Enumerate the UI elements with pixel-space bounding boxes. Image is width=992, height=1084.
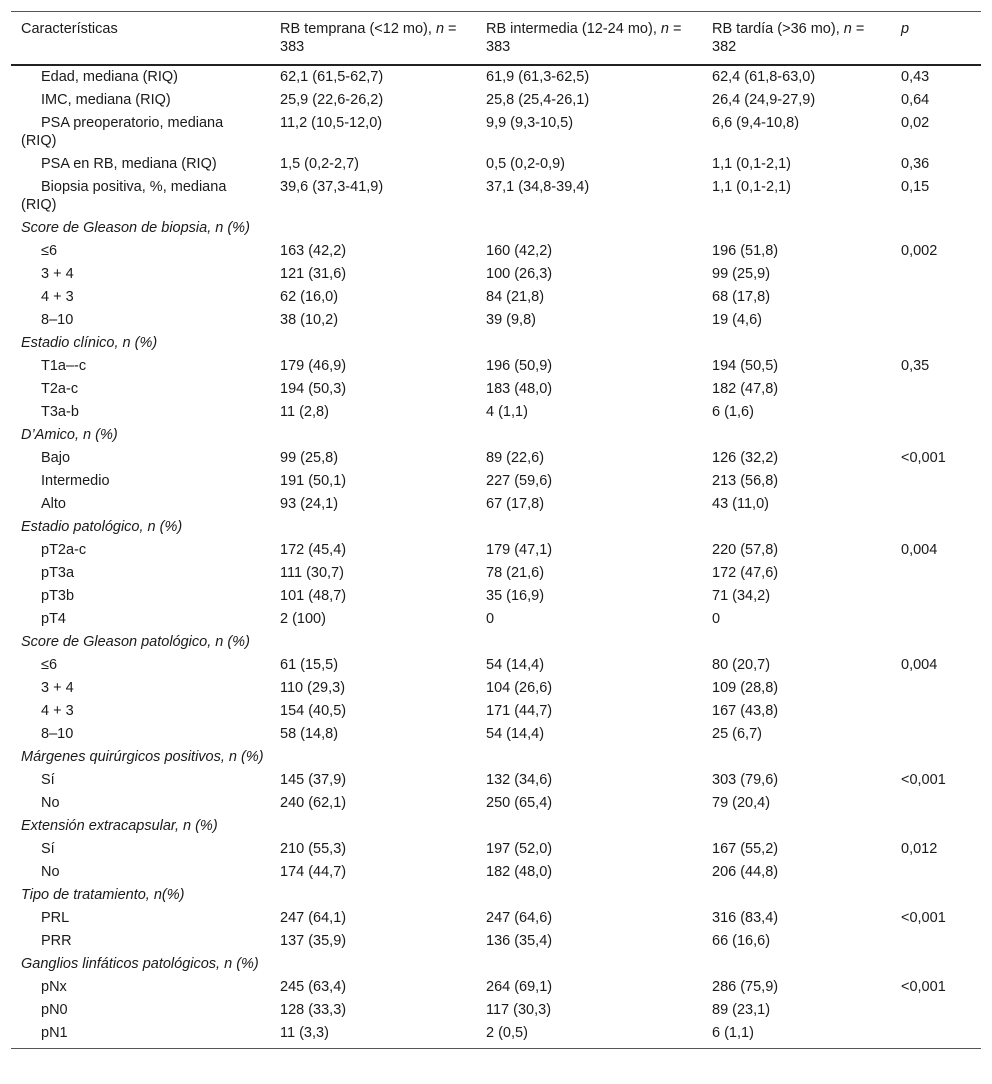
section-title: Extensión extracapsular, n (%) bbox=[21, 818, 218, 834]
row-label: pN0 bbox=[41, 1002, 68, 1018]
header-early-rb bbox=[270, 12, 476, 66]
cell-early-rb: 163 (42,2) bbox=[280, 243, 347, 259]
cell-p-value: 0,36 bbox=[901, 156, 930, 172]
cell-early-rb: 2 (100) bbox=[280, 611, 326, 627]
row-label: T1a–-c bbox=[41, 358, 87, 374]
cell-intermediate-rb: 250 (65,4) bbox=[486, 795, 553, 811]
table-row bbox=[11, 930, 981, 953]
cell-intermediate-rb: 227 (59,6) bbox=[486, 473, 553, 489]
cell-late-rb: 167 (55,2) bbox=[712, 841, 779, 857]
cell-intermediate-rb: 89 (22,6) bbox=[486, 450, 545, 466]
table-row bbox=[11, 401, 981, 424]
header-row bbox=[11, 12, 981, 66]
table-row bbox=[11, 608, 981, 631]
cell-intermediate-rb: 25,8 (25,4-26,1) bbox=[486, 92, 590, 108]
table-row bbox=[11, 153, 981, 176]
cell-p-value bbox=[891, 493, 981, 516]
cell-p-value bbox=[891, 700, 981, 723]
row-label: 4 + 3 bbox=[41, 703, 74, 719]
table-row bbox=[11, 792, 981, 815]
cell-p-value bbox=[891, 677, 981, 700]
row-label: pT3b bbox=[41, 588, 75, 604]
section-header-row bbox=[11, 746, 981, 769]
header-late-rb-text: RB tardía (>36 mo), bbox=[712, 21, 844, 37]
row-label: Edad, mediana (RIQ) bbox=[41, 69, 179, 85]
table-row bbox=[11, 240, 981, 263]
cell-intermediate-rb: 78 (21,6) bbox=[486, 565, 545, 581]
table-row bbox=[11, 493, 981, 516]
row-label: IMC, mediana (RIQ) bbox=[41, 92, 171, 108]
row-label: Intermedio bbox=[41, 473, 110, 489]
header-intermediate-rb-count: = 383 bbox=[486, 21, 682, 55]
cell-p-value bbox=[891, 608, 981, 631]
header-intermediate-rb-text: RB intermedia (12-24 mo), bbox=[486, 21, 661, 37]
cell-late-rb: 316 (83,4) bbox=[712, 910, 779, 926]
table-body bbox=[11, 65, 981, 1049]
cell-late-rb: 1,1 (0,1-2,1) bbox=[712, 179, 791, 195]
cell-early-rb: 179 (46,9) bbox=[280, 358, 347, 374]
cell-intermediate-rb: 67 (17,8) bbox=[486, 496, 545, 512]
table-row bbox=[11, 470, 981, 493]
table-row bbox=[11, 176, 981, 217]
cell-late-rb: 213 (56,8) bbox=[712, 473, 779, 489]
row-label: Alto bbox=[41, 496, 66, 512]
cell-p-value bbox=[891, 861, 981, 884]
cell-p-value: 0,012 bbox=[901, 841, 938, 857]
cell-p-value bbox=[891, 309, 981, 332]
table-row bbox=[11, 355, 981, 378]
cell-late-rb: 68 (17,8) bbox=[712, 289, 771, 305]
section-header-row bbox=[11, 884, 981, 907]
section-title: Estadio clínico, n (%) bbox=[21, 335, 158, 351]
cell-p-value: <0,001 bbox=[901, 979, 946, 995]
cell-late-rb: 43 (11,0) bbox=[712, 496, 769, 512]
cell-late-rb: 71 (34,2) bbox=[712, 588, 771, 604]
cell-intermediate-rb: 132 (34,6) bbox=[486, 772, 553, 788]
cell-early-rb: 62 (16,0) bbox=[280, 289, 339, 305]
header-intermediate-rb bbox=[476, 12, 702, 66]
cell-early-rb: 11 (3,3) bbox=[280, 1025, 329, 1041]
cell-late-rb: 126 (32,2) bbox=[712, 450, 779, 466]
cell-p-value bbox=[891, 562, 981, 585]
cell-early-rb: 145 (37,9) bbox=[280, 772, 347, 788]
section-title: Score de Gleason de biopsia, n (%) bbox=[21, 220, 250, 236]
table-row bbox=[11, 65, 981, 89]
table-row bbox=[11, 585, 981, 608]
table-row bbox=[11, 1022, 981, 1049]
table-row bbox=[11, 309, 981, 332]
cell-intermediate-rb: 183 (48,0) bbox=[486, 381, 553, 397]
cell-intermediate-rb: 37,1 (34,8-39,4) bbox=[486, 179, 590, 195]
cell-early-rb: 11 (2,8) bbox=[280, 404, 329, 420]
cell-late-rb: 79 (20,4) bbox=[712, 795, 771, 811]
cell-intermediate-rb: 61,9 (61,3-62,5) bbox=[486, 69, 590, 85]
cell-early-rb: 194 (50,3) bbox=[280, 381, 347, 397]
cell-early-rb: 240 (62,1) bbox=[280, 795, 347, 811]
cell-late-rb: 25 (6,7) bbox=[712, 726, 762, 742]
cell-p-value: 0,35 bbox=[901, 358, 930, 374]
cell-early-rb: 154 (40,5) bbox=[280, 703, 347, 719]
cell-p-value bbox=[891, 263, 981, 286]
row-label: Sí bbox=[41, 772, 55, 788]
row-label: 3 + 4 bbox=[41, 266, 74, 282]
section-title: Ganglios linfáticos patológicos, n (%) bbox=[21, 956, 259, 972]
section-header-row bbox=[11, 631, 981, 654]
cell-p-value bbox=[891, 1022, 981, 1049]
table-row bbox=[11, 999, 981, 1022]
cell-p-value bbox=[891, 723, 981, 746]
cell-early-rb: 210 (55,3) bbox=[280, 841, 347, 857]
table-row bbox=[11, 654, 981, 677]
cell-intermediate-rb: 0 bbox=[486, 611, 495, 627]
cell-p-value: <0,001 bbox=[901, 772, 946, 788]
cell-intermediate-rb: 39 (9,8) bbox=[486, 312, 536, 328]
cell-intermediate-rb: 100 (26,3) bbox=[486, 266, 553, 282]
row-label: pT2a-c bbox=[41, 542, 87, 558]
cell-early-rb: 137 (35,9) bbox=[280, 933, 347, 949]
table-row bbox=[11, 447, 981, 470]
cell-early-rb: 247 (64,1) bbox=[280, 910, 347, 926]
section-title: Tipo de tratamiento, n(%) bbox=[21, 887, 185, 903]
row-label: ≤6 bbox=[41, 243, 58, 259]
header-early-rb-text: RB temprana (<12 mo), bbox=[280, 21, 436, 37]
cell-intermediate-rb: 264 (69,1) bbox=[486, 979, 553, 995]
cell-intermediate-rb: 4 (1,1) bbox=[486, 404, 528, 420]
cell-p-value: 0,004 bbox=[901, 542, 938, 558]
cell-early-rb: 128 (33,3) bbox=[280, 1002, 347, 1018]
cell-early-rb: 121 (31,6) bbox=[280, 266, 347, 282]
header-late-rb-n: n bbox=[843, 21, 852, 37]
row-label: T3a-b bbox=[41, 404, 79, 420]
cell-intermediate-rb: 84 (21,8) bbox=[486, 289, 545, 305]
row-label: PRR bbox=[41, 933, 72, 949]
cell-p-value: 0,004 bbox=[901, 657, 938, 673]
cell-early-rb: 172 (45,4) bbox=[280, 542, 347, 558]
section-header-row bbox=[11, 332, 981, 355]
cell-p-value: 0,002 bbox=[901, 243, 938, 259]
header-intermediate-rb-n: n bbox=[660, 21, 669, 37]
section-title: D’Amico, n (%) bbox=[21, 427, 118, 443]
table-row bbox=[11, 838, 981, 861]
row-label: PSA preoperatorio, mediana (RIQ) bbox=[21, 115, 224, 149]
cell-intermediate-rb: 35 (16,9) bbox=[486, 588, 545, 604]
cell-late-rb: 167 (43,8) bbox=[712, 703, 779, 719]
cell-p-value bbox=[891, 286, 981, 309]
cell-early-rb: 93 (24,1) bbox=[280, 496, 339, 512]
row-label: PSA en RB, mediana (RIQ) bbox=[41, 156, 217, 172]
cell-p-value: <0,001 bbox=[901, 910, 946, 926]
characteristics-table bbox=[11, 11, 981, 1049]
row-label: 8–10 bbox=[41, 726, 74, 742]
section-header-row bbox=[11, 815, 981, 838]
cell-p-value bbox=[891, 585, 981, 608]
row-label: pNx bbox=[41, 979, 67, 995]
table-row bbox=[11, 263, 981, 286]
characteristics-table-container bbox=[11, 11, 981, 1049]
row-label: pT3a bbox=[41, 565, 75, 581]
cell-late-rb: 172 (47,6) bbox=[712, 565, 779, 581]
cell-early-rb: 99 (25,8) bbox=[280, 450, 339, 466]
section-header-row bbox=[11, 516, 981, 539]
row-label: pN1 bbox=[41, 1025, 68, 1041]
cell-intermediate-rb: 196 (50,9) bbox=[486, 358, 553, 374]
row-label: pT4 bbox=[41, 611, 66, 627]
cell-late-rb: 303 (79,6) bbox=[712, 772, 779, 788]
cell-early-rb: 39,6 (37,3-41,9) bbox=[280, 179, 384, 195]
cell-early-rb: 245 (63,4) bbox=[280, 979, 347, 995]
row-label: No bbox=[41, 864, 60, 880]
cell-early-rb: 174 (44,7) bbox=[280, 864, 347, 880]
cell-late-rb: 1,1 (0,1-2,1) bbox=[712, 156, 791, 172]
header-late-rb bbox=[702, 12, 891, 66]
row-label: Sí bbox=[41, 841, 55, 857]
cell-early-rb: 101 (48,7) bbox=[280, 588, 347, 604]
section-title: Márgenes quirúrgicos positivos, n (%) bbox=[21, 749, 264, 765]
table-row bbox=[11, 700, 981, 723]
row-label: No bbox=[41, 795, 60, 811]
cell-p-value bbox=[891, 470, 981, 493]
row-label: T2a-c bbox=[41, 381, 79, 397]
cell-p-value: <0,001 bbox=[901, 450, 946, 466]
cell-late-rb: 196 (51,8) bbox=[712, 243, 779, 259]
cell-p-value bbox=[891, 999, 981, 1022]
table-row bbox=[11, 907, 981, 930]
cell-late-rb: 286 (75,9) bbox=[712, 979, 779, 995]
cell-early-rb: 25,9 (22,6-26,2) bbox=[280, 92, 384, 108]
cell-late-rb: 109 (28,8) bbox=[712, 680, 779, 696]
cell-intermediate-rb: 171 (44,7) bbox=[486, 703, 553, 719]
cell-early-rb: 1,5 (0,2-2,7) bbox=[280, 156, 359, 172]
row-label: 8–10 bbox=[41, 312, 74, 328]
table-row bbox=[11, 861, 981, 884]
cell-p-value: 0,02 bbox=[901, 115, 930, 131]
table-row bbox=[11, 562, 981, 585]
section-header-row bbox=[11, 217, 981, 240]
table-row bbox=[11, 769, 981, 792]
row-label: Bajo bbox=[41, 450, 71, 466]
cell-intermediate-rb: 179 (47,1) bbox=[486, 542, 553, 558]
section-header-row bbox=[11, 424, 981, 447]
cell-early-rb: 61 (15,5) bbox=[280, 657, 339, 673]
table-row bbox=[11, 723, 981, 746]
table-row bbox=[11, 89, 981, 112]
row-label: ≤6 bbox=[41, 657, 58, 673]
cell-intermediate-rb: 182 (48,0) bbox=[486, 864, 553, 880]
cell-late-rb: 62,4 (61,8-63,0) bbox=[712, 69, 816, 85]
cell-late-rb: 26,4 (24,9-27,9) bbox=[712, 92, 816, 108]
cell-late-rb: 0 bbox=[712, 611, 721, 627]
table-row bbox=[11, 112, 981, 153]
row-label: 4 + 3 bbox=[41, 289, 74, 305]
header-characteristics: Características bbox=[21, 21, 118, 37]
cell-late-rb: 80 (20,7) bbox=[712, 657, 771, 673]
cell-p-value: 0,43 bbox=[901, 69, 930, 85]
cell-late-rb: 220 (57,8) bbox=[712, 542, 779, 558]
section-title: Estadio patológico, n (%) bbox=[21, 519, 183, 535]
section-title: Score de Gleason patológico, n (%) bbox=[21, 634, 250, 650]
header-early-rb-n: n bbox=[435, 21, 445, 37]
cell-p-value: 0,64 bbox=[901, 92, 930, 108]
cell-p-value bbox=[891, 792, 981, 815]
table-row bbox=[11, 539, 981, 562]
cell-intermediate-rb: 117 (30,3) bbox=[486, 1002, 552, 1018]
cell-intermediate-rb: 54 (14,4) bbox=[486, 726, 545, 742]
table-row bbox=[11, 286, 981, 309]
table-header bbox=[11, 12, 981, 66]
table-row bbox=[11, 677, 981, 700]
cell-late-rb: 206 (44,8) bbox=[712, 864, 779, 880]
cell-early-rb: 58 (14,8) bbox=[280, 726, 339, 742]
cell-late-rb: 6 (1,6) bbox=[712, 404, 754, 420]
cell-early-rb: 110 (29,3) bbox=[280, 680, 346, 696]
cell-early-rb: 11,2 (10,5-12,0) bbox=[280, 115, 383, 131]
cell-intermediate-rb: 0,5 (0,2-0,9) bbox=[486, 156, 565, 172]
header-late-rb-count: = 382 bbox=[712, 21, 865, 55]
cell-early-rb: 191 (50,1) bbox=[280, 473, 347, 489]
cell-p-value: 0,15 bbox=[901, 179, 930, 195]
cell-intermediate-rb: 54 (14,4) bbox=[486, 657, 545, 673]
cell-early-rb: 62,1 (61,5-62,7) bbox=[280, 69, 384, 85]
cell-late-rb: 182 (47,8) bbox=[712, 381, 779, 397]
cell-p-value bbox=[891, 930, 981, 953]
cell-intermediate-rb: 136 (35,4) bbox=[486, 933, 553, 949]
row-label: Biopsia positiva, %, mediana (RIQ) bbox=[21, 179, 227, 213]
cell-intermediate-rb: 247 (64,6) bbox=[486, 910, 553, 926]
cell-intermediate-rb: 160 (42,2) bbox=[486, 243, 553, 259]
cell-late-rb: 89 (23,1) bbox=[712, 1002, 771, 1018]
cell-early-rb: 38 (10,2) bbox=[280, 312, 339, 328]
cell-late-rb: 6 (1,1) bbox=[712, 1025, 754, 1041]
cell-late-rb: 6,6 (9,4-10,8) bbox=[712, 115, 800, 131]
cell-intermediate-rb: 2 (0,5) bbox=[486, 1025, 528, 1041]
cell-intermediate-rb: 9,9 (9,3-10,5) bbox=[486, 115, 574, 131]
header-early-rb-count: = 383 bbox=[280, 21, 457, 55]
cell-late-rb: 99 (25,9) bbox=[712, 266, 771, 282]
cell-early-rb: 111 (30,7) bbox=[280, 565, 344, 581]
cell-p-value bbox=[891, 401, 981, 424]
row-label: 3 + 4 bbox=[41, 680, 74, 696]
table-row bbox=[11, 976, 981, 999]
table-row bbox=[11, 378, 981, 401]
section-header-row bbox=[11, 953, 981, 976]
row-label: PRL bbox=[41, 910, 70, 926]
header-p-value: p bbox=[901, 21, 910, 37]
cell-late-rb: 66 (16,6) bbox=[712, 933, 771, 949]
cell-late-rb: 194 (50,5) bbox=[712, 358, 779, 374]
cell-p-value bbox=[891, 378, 981, 401]
cell-intermediate-rb: 104 (26,6) bbox=[486, 680, 553, 696]
cell-late-rb: 19 (4,6) bbox=[712, 312, 762, 328]
cell-intermediate-rb: 197 (52,0) bbox=[486, 841, 553, 857]
